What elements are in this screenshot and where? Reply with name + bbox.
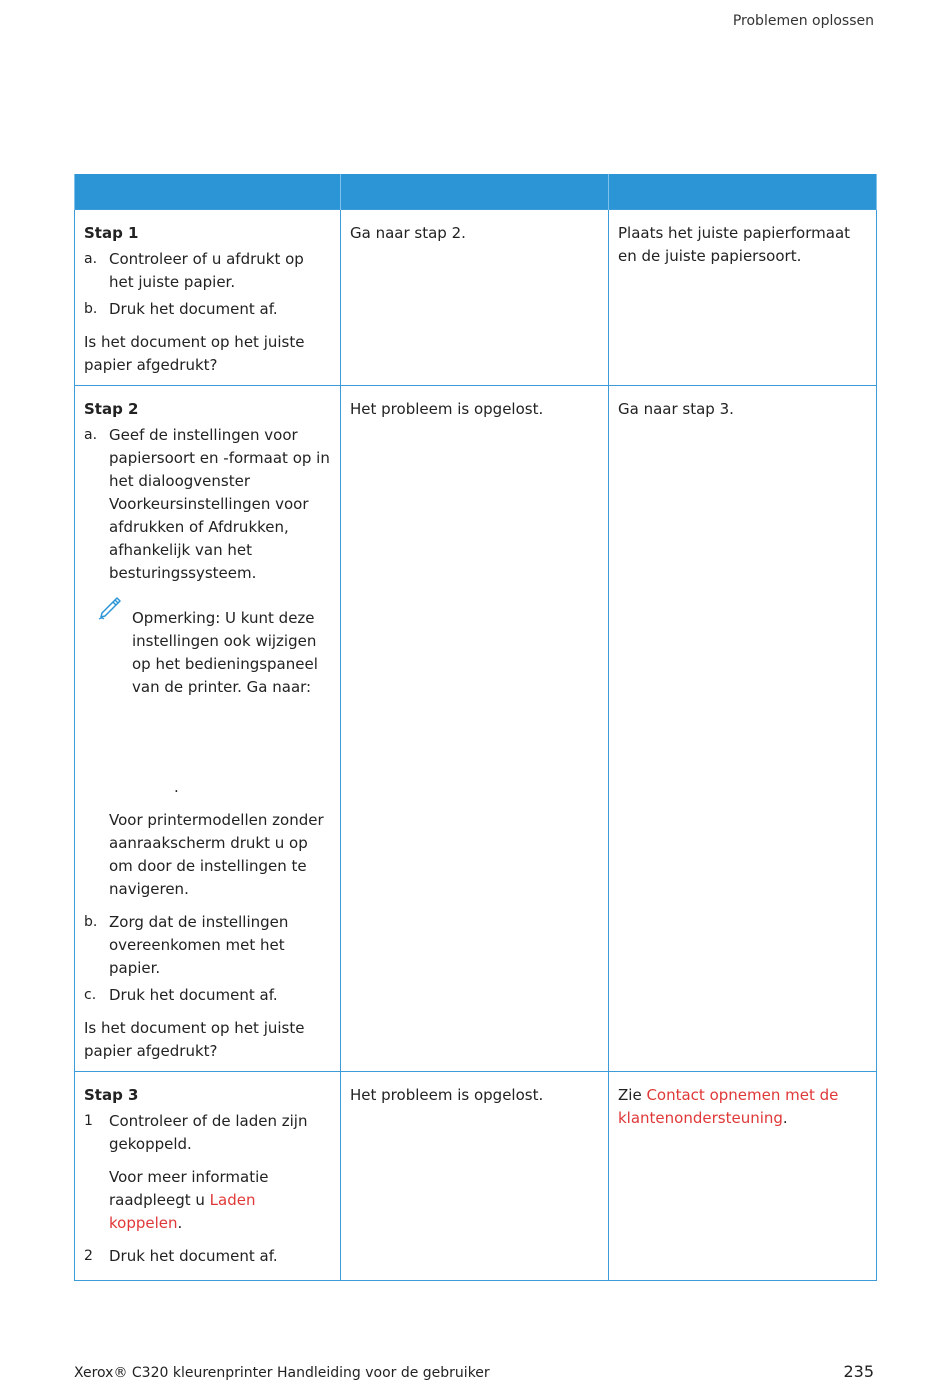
list-item [84,1245,332,1268]
table-header-row [75,174,877,210]
no-cell [609,1072,877,1281]
list-marker: b. [84,914,98,930]
list-item [84,298,332,321]
list-marker: a. [84,251,98,267]
list-item [84,248,332,294]
info-prefix: Voor meer informatie raadpleegt u [109,1168,269,1209]
no-prefix: Zie [618,1086,647,1104]
table-row-step-1 [75,210,877,386]
running-header: Problemen oplossen [732,13,874,29]
action-cell [75,210,341,386]
pencil-icon [96,593,132,699]
note-end: . [174,778,179,796]
info-text [109,1166,332,1235]
list-text: Druk het document af. [109,986,278,1004]
list-text: Controleer of u afdrukt op het juiste papier. [109,250,304,291]
step-title: Stap 3 [84,1086,139,1104]
no-cell: Ga naar stap 3. [609,386,877,1072]
table-row-step-2 [75,386,877,1072]
header-cell-no [609,174,877,210]
list-marker: b. [84,301,98,317]
table-row-step-3 [75,1072,877,1281]
step-question: Is het document op het juiste papier afgedrukt? [84,1019,305,1060]
laden-koppelen-link[interactable]: Laden koppelen [109,1191,256,1232]
list-text: Geef de instellingen voor papiersoort en -formaat op in het dialoogvenster Voorkeursinstellingen voor afdrukken of Afdrukken, afhankelijk van het besturingssysteem. [109,426,330,582]
info-suffix: . [177,1214,183,1232]
list-marker: 1 [84,1113,93,1129]
list-item [84,424,332,585]
list-text: Druk het document af. [109,300,278,318]
action-cell [75,1072,341,1281]
list-marker: a. [84,427,98,443]
list-marker: c. [84,987,97,1003]
header-cell-yes [341,174,609,210]
step-question: Is het document op het juiste papier afgedrukt? [84,333,305,374]
no-cell: Plaats het juiste papierformaat en de juiste papiersoort. [609,210,877,386]
list-text: Druk het document af. [109,1247,278,1265]
yes-cell: Het probleem is opgelost. [341,386,609,1072]
nontouch-text: Voor printermodellen zonder aanraakscherm drukt u op om door de instellingen te navigeren. [109,811,324,898]
list-text: Zorg dat de instellingen overeenkomen met het papier. [109,913,289,977]
note-text: Opmerking: U kunt deze instellingen ook wijzigen op het bedieningspaneel van de printer. Ga naar: [132,609,318,696]
step-title: Stap 2 [84,400,139,418]
yes-cell: Het probleem is opgelost. [341,1072,609,1281]
footer-title: Xerox® C320 kleurenprinter Handleiding voor de gebruiker [74,1365,490,1381]
step-title: Stap 1 [84,224,139,242]
action-cell [75,386,341,1072]
list-item [84,911,332,980]
page-number: 235 [843,1362,874,1381]
yes-cell: Ga naar stap 2. [341,210,609,386]
list-item [84,1110,332,1156]
list-item [84,984,332,1007]
contact-support-link[interactable]: Contact opnemen met de klantenondersteuning [618,1086,839,1127]
list-text: Controleer of de laden zijn gekoppeld. [109,1112,308,1153]
note-block [96,607,332,699]
list-marker: 2 [84,1248,93,1264]
header-cell-action [75,174,341,210]
troubleshooting-table [74,174,877,1281]
no-suffix: . [782,1109,788,1127]
